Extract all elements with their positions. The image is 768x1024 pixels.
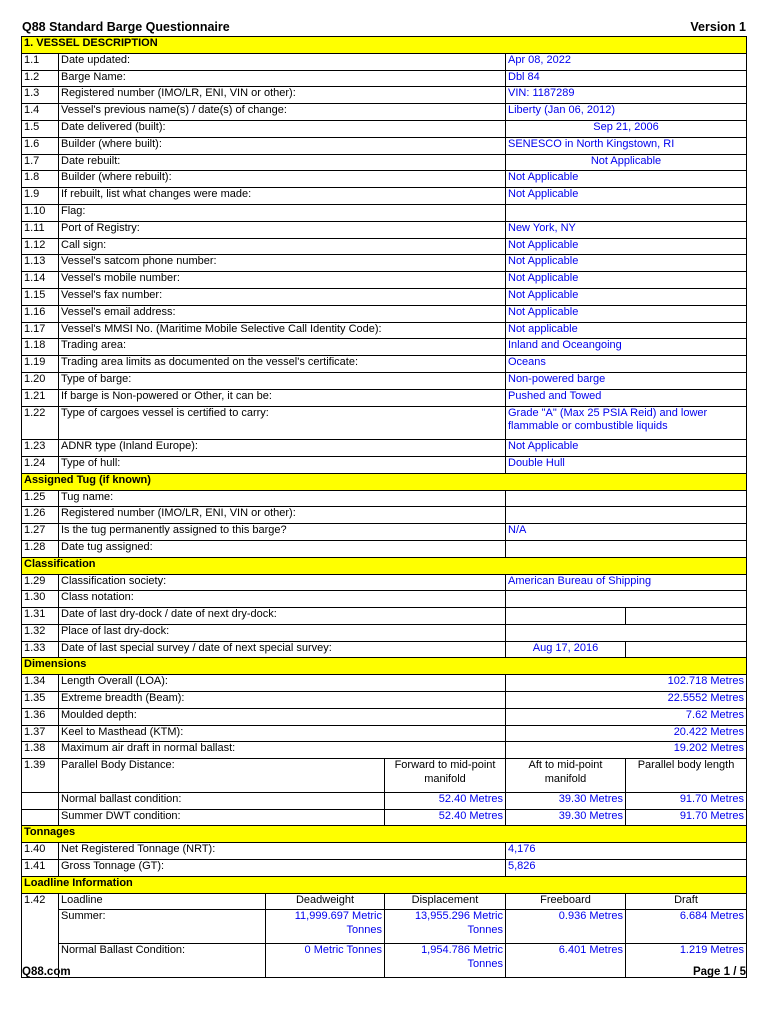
item-value: Inland and Oceangoing	[506, 339, 747, 356]
row-1-35	[22, 692, 747, 709]
item-label: Summer DWT condition:	[59, 809, 385, 826]
item-label: Tug name:	[59, 490, 506, 507]
item-number: 1.11	[22, 221, 59, 238]
item-label: Type of hull:	[59, 456, 506, 473]
section-title: 1. VESSEL DESCRIPTION	[22, 37, 747, 54]
loadline-header-row	[22, 893, 747, 910]
row-1-32	[22, 624, 747, 641]
item-value: Double Hull	[506, 456, 747, 473]
item-label: Date delivered (built):	[59, 120, 506, 137]
row-1-10	[22, 204, 747, 221]
footer-site: Q88.com	[22, 966, 71, 978]
item-label: Is the tug permanently assigned to this barge?	[59, 524, 506, 541]
item-value	[506, 624, 747, 641]
item-number: 1.28	[22, 540, 59, 557]
item-label: Trading area:	[59, 339, 506, 356]
item-label: Registered number (IMO/LR, ENI, VIN or other):	[59, 87, 506, 104]
item-label: Trading area limits as documented on the vessel's certificate:	[59, 356, 506, 373]
item-label: Vessel's email address:	[59, 305, 506, 322]
freeboard-value: 0.936 Metres	[506, 910, 626, 944]
item-number: 1.30	[22, 591, 59, 608]
item-label: Date of last dry-dock / date of next dry-dock:	[59, 608, 506, 625]
item-number: 1.22	[22, 406, 59, 440]
item-value: Grade "A" (Max 25 PSIA Reid) and lower flammable or combustible liquids	[506, 406, 747, 440]
loadline-row	[22, 910, 747, 944]
item-number: 1.29	[22, 574, 59, 591]
row-1-33	[22, 641, 747, 658]
item-number: 1.8	[22, 171, 59, 188]
loadline-label: Normal Ballast Condition:	[59, 944, 266, 978]
item-value	[506, 540, 747, 557]
item-value: Not applicable	[506, 322, 747, 339]
freeboard-value: 6.401 Metres	[506, 944, 626, 978]
item-number: 1.20	[22, 372, 59, 389]
item-value: VIN: 1187289	[506, 87, 747, 104]
item-value: 22.5552 Metres	[506, 692, 747, 709]
row-1-34	[22, 675, 747, 692]
item-number: 1.19	[22, 356, 59, 373]
item-value: N/A	[506, 524, 747, 541]
section-header-classification	[22, 557, 747, 574]
item-value: Not Applicable	[506, 154, 747, 171]
loadline-row	[22, 944, 747, 978]
row-1-11	[22, 221, 747, 238]
displacement-value: 1,954.786 Metric Tonnes	[385, 944, 506, 978]
item-value: Oceans	[506, 356, 747, 373]
aft-value: 39.30 Metres	[506, 809, 626, 826]
row-1-1	[22, 53, 747, 70]
item-number: 1.39	[22, 759, 59, 793]
item-number: 1.4	[22, 104, 59, 121]
row-1-29	[22, 574, 747, 591]
item-number: 1.24	[22, 456, 59, 473]
item-number: 1.7	[22, 154, 59, 171]
row-1-23	[22, 440, 747, 457]
row-1-21	[22, 389, 747, 406]
row-1-3	[22, 87, 747, 104]
item-label: Place of last dry-dock:	[59, 624, 506, 641]
item-number: 1.23	[22, 440, 59, 457]
item-number: 1.6	[22, 137, 59, 154]
item-value: Sep 21, 2006	[506, 120, 747, 137]
item-number: 1.16	[22, 305, 59, 322]
row-1-17	[22, 322, 747, 339]
item-value: Not Applicable	[506, 288, 747, 305]
section-title: Assigned Tug (if known)	[22, 473, 747, 490]
row-1-18	[22, 339, 747, 356]
item-value: Not Applicable	[506, 171, 747, 188]
item-number: 1.31	[22, 608, 59, 625]
item-number: 1.40	[22, 843, 59, 860]
item-label: Date updated:	[59, 53, 506, 70]
item-label: Type of barge:	[59, 372, 506, 389]
item-value: 5,826	[506, 860, 747, 877]
section-title: Classification	[22, 557, 747, 574]
item-label: Call sign:	[59, 238, 506, 255]
item-label: Maximum air draft in normal ballast:	[59, 742, 506, 759]
item-value-next	[626, 608, 747, 625]
row-1-7	[22, 154, 747, 171]
row-1-25	[22, 490, 747, 507]
item-number: 1.32	[22, 624, 59, 641]
row-1-13	[22, 255, 747, 272]
footer-page-number: Page 1 / 5	[692, 966, 746, 978]
item-label: Port of Registry:	[59, 221, 506, 238]
row-1-6	[22, 137, 747, 154]
draft-value: 1.219 Metres	[626, 944, 747, 978]
item-label: Flag:	[59, 204, 506, 221]
item-label: Extreme breadth (Beam):	[59, 692, 506, 709]
section-header-loadline	[22, 876, 747, 893]
item-value: Not Applicable	[506, 272, 747, 289]
item-number: 1.18	[22, 339, 59, 356]
row-1-20	[22, 372, 747, 389]
item-value: Not Applicable	[506, 238, 747, 255]
row-1-30	[22, 591, 747, 608]
item-value: Non-powered barge	[506, 372, 747, 389]
item-value-next	[626, 641, 747, 658]
forward-value: 52.40 Metres	[385, 809, 506, 826]
row-1-22	[22, 406, 747, 440]
item-label: ADNR type (Inland Europe):	[59, 440, 506, 457]
row-1-15	[22, 288, 747, 305]
row-1-5	[22, 120, 747, 137]
item-label: Registered number (IMO/LR, ENI, VIN or other):	[59, 507, 506, 524]
item-number: 1.42	[22, 893, 59, 977]
item-value-last: Aug 17, 2016	[506, 641, 626, 658]
row-1-36	[22, 708, 747, 725]
deadweight-header: Deadweight	[266, 893, 385, 910]
version-label: Version 1	[690, 20, 746, 34]
deadweight-value: 0 Metric Tonnes	[266, 944, 385, 978]
row-1-16	[22, 305, 747, 322]
row-1-26	[22, 507, 747, 524]
item-number: 1.35	[22, 692, 59, 709]
loadline-label: Summer:	[59, 910, 266, 944]
item-number: 1.9	[22, 188, 59, 205]
item-number: 1.14	[22, 272, 59, 289]
row-parallel-body-condition	[22, 809, 747, 826]
row-1-41	[22, 860, 747, 877]
row-1-24	[22, 456, 747, 473]
item-label: Date rebuilt:	[59, 154, 506, 171]
item-value	[506, 507, 747, 524]
column-header-forward: Forward to mid-point manifold	[385, 759, 506, 793]
item-label: Vessel's fax number:	[59, 288, 506, 305]
item-label: Moulded depth:	[59, 708, 506, 725]
section-header-dimensions	[22, 658, 747, 675]
item-value: Dbl 84	[506, 70, 747, 87]
item-label: Date of last special survey / date of next special survey:	[59, 641, 506, 658]
item-number: 1.1	[22, 53, 59, 70]
item-label: Vessel's mobile number:	[59, 272, 506, 289]
item-label: Vessel's previous name(s) / date(s) of change:	[59, 104, 506, 121]
section-title: Dimensions	[22, 658, 747, 675]
item-value: Not Applicable	[506, 305, 747, 322]
section-header-tug	[22, 473, 747, 490]
item-value: 20.422 Metres	[506, 725, 747, 742]
item-value: American Bureau of Shipping	[506, 574, 747, 591]
item-value: Not Applicable	[506, 255, 747, 272]
item-value: Liberty (Jan 06, 2012)	[506, 104, 747, 121]
freeboard-header: Freeboard	[506, 893, 626, 910]
document-title: Q88 Standard Barge Questionnaire	[22, 20, 230, 34]
row-1-19	[22, 356, 747, 373]
row-1-12	[22, 238, 747, 255]
item-number: 1.27	[22, 524, 59, 541]
item-number: 1.26	[22, 507, 59, 524]
item-value: 19.202 Metres	[506, 742, 747, 759]
row-1-31	[22, 608, 747, 625]
displacement-header: Displacement	[385, 893, 506, 910]
item-number: 1.2	[22, 70, 59, 87]
section-title: Tonnages	[22, 826, 747, 843]
item-label: Classification society:	[59, 574, 506, 591]
row-1-39	[22, 759, 747, 793]
displacement-value: 13,955.296 Metric Tonnes	[385, 910, 506, 944]
item-value	[506, 591, 747, 608]
item-number: 1.21	[22, 389, 59, 406]
row-1-27	[22, 524, 747, 541]
row-1-28	[22, 540, 747, 557]
item-label: Date tug assigned:	[59, 540, 506, 557]
item-value-last	[506, 608, 626, 625]
section-header-vessel	[22, 37, 747, 54]
item-label: If barge is Non-powered or Other, it can be:	[59, 389, 506, 406]
forward-value: 52.40 Metres	[385, 792, 506, 809]
parallel-length-value: 91.70 Metres	[626, 809, 747, 826]
item-number: 1.36	[22, 708, 59, 725]
row-1-4	[22, 104, 747, 121]
item-number: 1.37	[22, 725, 59, 742]
section-header-tonnages	[22, 826, 747, 843]
item-value	[506, 490, 747, 507]
column-header-parallel: Parallel body length	[626, 759, 747, 793]
section-title: Loadline Information	[22, 876, 747, 893]
draft-value: 6.684 Metres	[626, 910, 747, 944]
item-number: 1.10	[22, 204, 59, 221]
row-parallel-body-condition	[22, 792, 747, 809]
item-value: Apr 08, 2022	[506, 53, 747, 70]
item-number	[22, 792, 59, 809]
parallel-length-value: 91.70 Metres	[626, 792, 747, 809]
draft-header: Draft	[626, 893, 747, 910]
item-value: SENESCO in North Kingstown, RI	[506, 137, 747, 154]
questionnaire-table	[21, 36, 747, 978]
item-label: Net Registered Tonnage (NRT):	[59, 843, 506, 860]
item-value: New York, NY	[506, 221, 747, 238]
item-label: Length Overall (LOA):	[59, 675, 506, 692]
aft-value: 39.30 Metres	[506, 792, 626, 809]
column-header-aft: Aft to mid-point manifold	[506, 759, 626, 793]
row-1-14	[22, 272, 747, 289]
row-1-9	[22, 188, 747, 205]
loadline-header: Loadline	[59, 893, 266, 910]
item-value: Pushed and Towed	[506, 389, 747, 406]
item-number: 1.5	[22, 120, 59, 137]
row-1-2	[22, 70, 747, 87]
item-value: 102.718 Metres	[506, 675, 747, 692]
item-number: 1.34	[22, 675, 59, 692]
item-label: Vessel's MMSI No. (Maritime Mobile Selective Call Identity Code):	[59, 322, 506, 339]
item-value: Not Applicable	[506, 188, 747, 205]
item-value: 7.62 Metres	[506, 708, 747, 725]
row-1-8	[22, 171, 747, 188]
deadweight-value: 11,999.697 Metric Tonnes	[266, 910, 385, 944]
item-value: Not Applicable	[506, 440, 747, 457]
item-number	[22, 809, 59, 826]
item-label: Barge Name:	[59, 70, 506, 87]
item-label: Builder (where rebuilt):	[59, 171, 506, 188]
item-label: Builder (where built):	[59, 137, 506, 154]
item-number: 1.17	[22, 322, 59, 339]
row-1-40	[22, 843, 747, 860]
item-number: 1.12	[22, 238, 59, 255]
row-1-38	[22, 742, 747, 759]
item-value	[506, 204, 747, 221]
item-label: Gross Tonnage (GT):	[59, 860, 506, 877]
row-1-37	[22, 725, 747, 742]
item-label: Keel to Masthead (KTM):	[59, 725, 506, 742]
item-number: 1.41	[22, 860, 59, 877]
item-number: 1.33	[22, 641, 59, 658]
item-label: If rebuilt, list what changes were made:	[59, 188, 506, 205]
item-number: 1.13	[22, 255, 59, 272]
item-label: Class notation:	[59, 591, 506, 608]
item-number: 1.25	[22, 490, 59, 507]
item-label: Vessel's satcom phone number:	[59, 255, 506, 272]
item-label: Type of cargoes vessel is certified to carry:	[59, 406, 506, 440]
item-number: 1.38	[22, 742, 59, 759]
item-number: 1.15	[22, 288, 59, 305]
item-value: 4,176	[506, 843, 747, 860]
item-label: Parallel Body Distance:	[59, 759, 385, 793]
item-label: Normal ballast condition:	[59, 792, 385, 809]
item-number: 1.3	[22, 87, 59, 104]
